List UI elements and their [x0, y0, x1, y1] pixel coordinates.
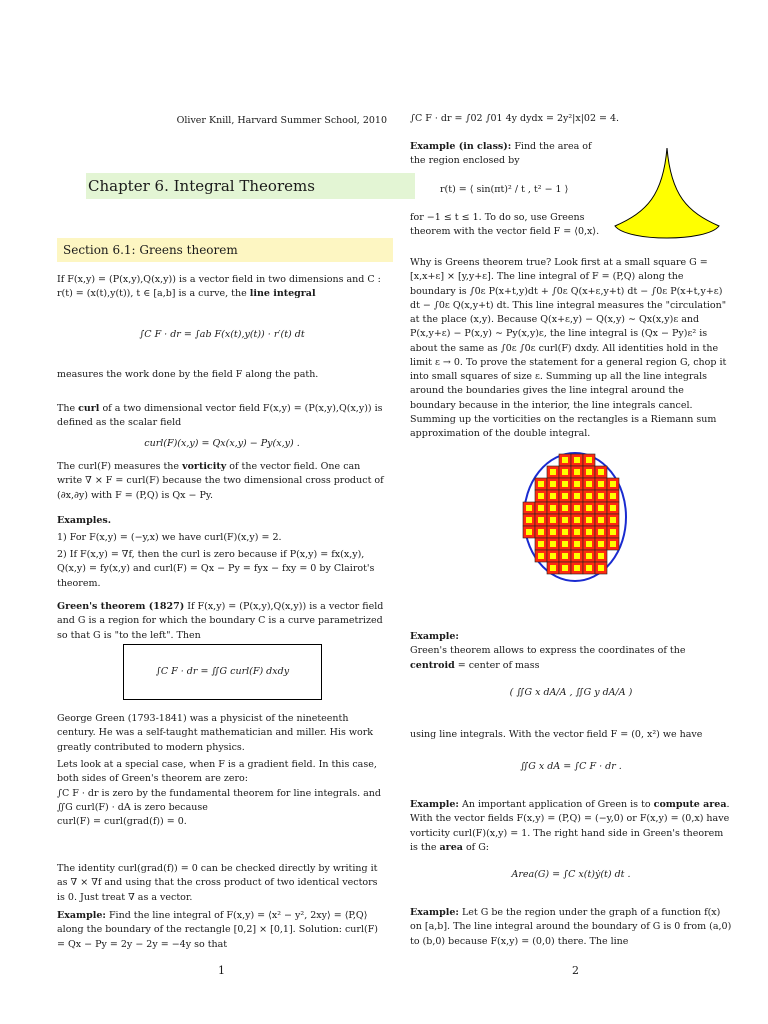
vorticity-square-center	[610, 493, 616, 499]
vorticity-square-center	[562, 505, 568, 511]
vorticity-square-center	[574, 541, 580, 547]
vorticity-square-center	[586, 565, 592, 571]
vorticity-square-center	[598, 469, 604, 475]
vorticity-square-center	[550, 541, 556, 547]
vorticity-square-center	[562, 457, 568, 463]
vorticity-paragraph: The curl(F) measures the vorticity of the vector field. One can write ∇ × F = curl(F) because the two dimensional cross product of (∂x,∂y) with F = (P,Q) is Qx − Py.	[57, 461, 384, 501]
vorticity-square-center	[598, 505, 604, 511]
in-class-curve-equation: r(t) = ⟨ sin(πt)² / t , t² − 1 ⟩	[440, 184, 569, 195]
area-equation: Area(G) = ∫C x(t)ẏ(t) dt .	[511, 869, 631, 880]
vorticity-squares	[523, 454, 619, 574]
vorticity-square-center	[526, 505, 532, 511]
line-integral-equation: ∫C F · dr = ∫ab F(x(t),y(t)) · r′(t) dt	[139, 329, 305, 340]
vorticity-square-center	[538, 553, 544, 559]
centroid-text: using line integrals. With the vector field F = (0, x²) we have	[410, 729, 703, 740]
vorticity-square-center	[562, 529, 568, 535]
vorticity-square-center	[550, 529, 556, 535]
vorticity-square-center	[538, 493, 544, 499]
rectangle-example: Example: Find the line integral of F(x,y) = ⟨x² − y², 2xy⟩ = ⟨P,Q⟩ along the boundary of the rectangle [0,2] × [0,1]. Solution: curl(F) = Qx − Py = 2y − 2y = −4y so that	[57, 910, 379, 950]
vorticity-square-center	[550, 469, 556, 475]
vorticity-square-center	[538, 481, 544, 487]
chapter-title: Chapter 6. Integral Theorems	[86, 173, 415, 199]
vorticity-square-center	[538, 529, 544, 535]
curl-definition: The curl of a two dimensional vector field F(x,y) = (P(x,y),Q(x,y)) is defined as the scalar field	[57, 403, 383, 429]
vorticity-square-center	[574, 529, 580, 535]
vorticity-square-center	[562, 553, 568, 559]
vorticity-square-center	[562, 517, 568, 523]
vorticity-square-center	[598, 481, 604, 487]
graph-region-example: Example: Let G be the region under the graph of a function f(x) on [a,b]. The line integral around the boundary of G is 0 from (a,0) to (b,0) because F(x,y) = (0,0) there. The line	[410, 907, 732, 947]
vorticity-square-center	[598, 553, 604, 559]
examples-heading: Examples.	[57, 515, 112, 526]
vorticity-square-center	[598, 529, 604, 535]
line-integral-term: line integral	[249, 288, 316, 300]
greens-theorem-box: ∫C F · dr = ∬G curl(F) dxdy	[123, 644, 322, 700]
example-one: 1) For F(x,y) = (−y,x) we have curl(F)(x,y) = 2.	[57, 532, 282, 543]
left-page	[57, 0, 387, 1024]
centroid-equation: ( ∬G x dA/A , ∬G y dA/A )	[509, 687, 633, 698]
green-biography: George Green (1793-1841) was a physicist of the nineteenth century. He was a self-taught mathematician and miller. His work greatly contributed to modern physics.	[57, 713, 373, 753]
vorticity-square-center	[586, 529, 592, 535]
vorticity-square-center	[610, 481, 616, 487]
vorticity-square-center	[538, 517, 544, 523]
teardrop-region	[615, 148, 719, 238]
vorticity-square-center	[598, 541, 604, 547]
vorticity-square-center	[574, 481, 580, 487]
vorticity-square-center	[538, 505, 544, 511]
vorticity-square-center	[538, 541, 544, 547]
vorticity-square-center	[574, 493, 580, 499]
page-number-left: 1	[218, 964, 225, 977]
centroid-equation-two: ∬G x dA = ∫C F · dr .	[520, 761, 622, 772]
section-title: Section 6.1: Greens theorem	[57, 238, 393, 262]
page-number-right: 2	[572, 964, 579, 977]
vorticity-square-center	[574, 517, 580, 523]
special-case-paragraph: Lets look at a special case, when F is a gradient field. In this case, both sides of Green's theorem are zero: ∫C F · dr is zero by the fundamental theorem for line integrals. and ∬G curl(F) · dA is zero because curl(F) = curl(grad(f)) = 0.	[57, 759, 382, 827]
in-class-example: Example (in class): Find the area of the region enclosed by	[410, 141, 592, 167]
vorticity-square-center	[550, 517, 556, 523]
vorticity-square-center	[586, 553, 592, 559]
top-equation: ∫C F · dr = ∫02 ∫01 4y dydx = 2y²|x|02 = 4.	[410, 113, 620, 124]
teardrop-region-figure	[607, 140, 727, 244]
vorticity-square-center	[610, 529, 616, 535]
vorticity-square-center	[550, 493, 556, 499]
vorticity-square-center	[550, 505, 556, 511]
vorticity-square-center	[586, 505, 592, 511]
intro-paragraph: If F(x,y) = (P(x,y),Q(x,y)) is a vector field in two dimensions and C : r(t) = (x(t),y(t)), t ∈ [a,b] is a curve, the line integral	[57, 274, 381, 300]
vorticity-square-center	[574, 565, 580, 571]
vorticity-square-center	[574, 457, 580, 463]
vorticity-square-center	[586, 469, 592, 475]
right-page	[410, 0, 732, 1024]
vorticity-square-center	[574, 553, 580, 559]
vorticity-square-center	[598, 517, 604, 523]
page-header: Oliver Knill, Harvard Summer School, 2010	[176, 115, 387, 126]
vorticity-square-center	[598, 493, 604, 499]
vorticity-square-center	[574, 505, 580, 511]
vorticity-square-center	[562, 481, 568, 487]
greens-theorem-statement: Green's theorem (1827) If F(x,y) = (P(x,y),Q(x,y)) is a vector field and G is a region for which the boundary C is a curve parametrized so that G is "to the left". Then	[57, 601, 384, 641]
area-example: Example: An important application of Green is to compute area. With the vector fields F(x,y) = (P,Q) = (−y,0) or F(x,y) = (0,x) have vorticity curl(F)(x,y) = 1. The right hand side in Green's theorem is the area of G:	[410, 799, 730, 853]
vorticity-square-center	[586, 517, 592, 523]
centroid-example: Example: Green's theorem allows to express the coordinates of the centroid = center of mass	[410, 631, 686, 671]
vorticity-square-center	[610, 505, 616, 511]
riemann-squares-figure	[521, 450, 629, 584]
in-class-text: for −1 ≤ t ≤ 1. To do so, use Greens theorem with the vector field F = ⟨0,x⟩.	[410, 212, 600, 238]
vorticity-square-center	[550, 481, 556, 487]
identity-paragraph: The identity curl(grad(f)) = 0 can be checked directly by writing it as ∇ × ∇f and using that the cross product of two identical vectors is 0. Just treat ∇ as a vector.	[57, 863, 378, 903]
vorticity-square-center	[586, 457, 592, 463]
vorticity-square-center	[526, 529, 532, 535]
vorticity-square-center	[562, 469, 568, 475]
example-two: 2) If F(x,y) = ∇f, then the curl is zero because if P(x,y) = fx(x,y), Q(x,y) = fy(x,y) and curl(F) = Qx − Py = fyx − fxy = 0 by Clairot's theorem.	[57, 549, 375, 589]
vorticity-square-center	[586, 493, 592, 499]
vorticity-square-center	[610, 541, 616, 547]
curl-equation: curl(F)(x,y) = Qx(x,y) − Py(x,y) .	[144, 438, 300, 449]
vorticity-square-center	[586, 541, 592, 547]
vorticity-square-center	[586, 481, 592, 487]
vorticity-square-center	[550, 553, 556, 559]
vorticity-square-center	[550, 565, 556, 571]
vorticity-square-center	[526, 517, 532, 523]
vorticity-square-center	[562, 493, 568, 499]
vorticity-square-center	[610, 517, 616, 523]
vorticity-square-center	[562, 541, 568, 547]
work-text: measures the work done by the field F along the path.	[57, 369, 319, 380]
vorticity-square-center	[598, 565, 604, 571]
vorticity-square-center	[562, 565, 568, 571]
why-greens-true: Why is Greens theorem true? Look first at a small square G = [x,x+ε] × [y,y+ε]. The line integral of F = (P,Q) along the boundary is ∫0ε P(x+t,y)dt + ∫0ε Q(x+ε,y+t) dt − ∫0ε P(x+t,y+ε) dt − ∫0ε Q(x,y+t) dt. This line integral measures the "circulation" at the place (x,y). Because Q(x+ε,y) − Q(x,y) ∼ Qx(x,y)ε and P(x,y+ε) − P(x,y) ∼ Py(x,y)ε, the line integral is (Qx − Py)ε² is about the same as ∫0ε ∫0ε curl(F) dxdy. All identities hold in the limit ε → 0. To prove the statement for a general region G, chop it into small squares of size ε. Summing up all the line integrals around the boundaries gives the line integral around the boundary because in the interior, the line integrals cancel. Summing up the vorticities on the rectangles is a Riemann sum approximation of the double integral.	[410, 257, 727, 439]
vorticity-square-center	[574, 469, 580, 475]
